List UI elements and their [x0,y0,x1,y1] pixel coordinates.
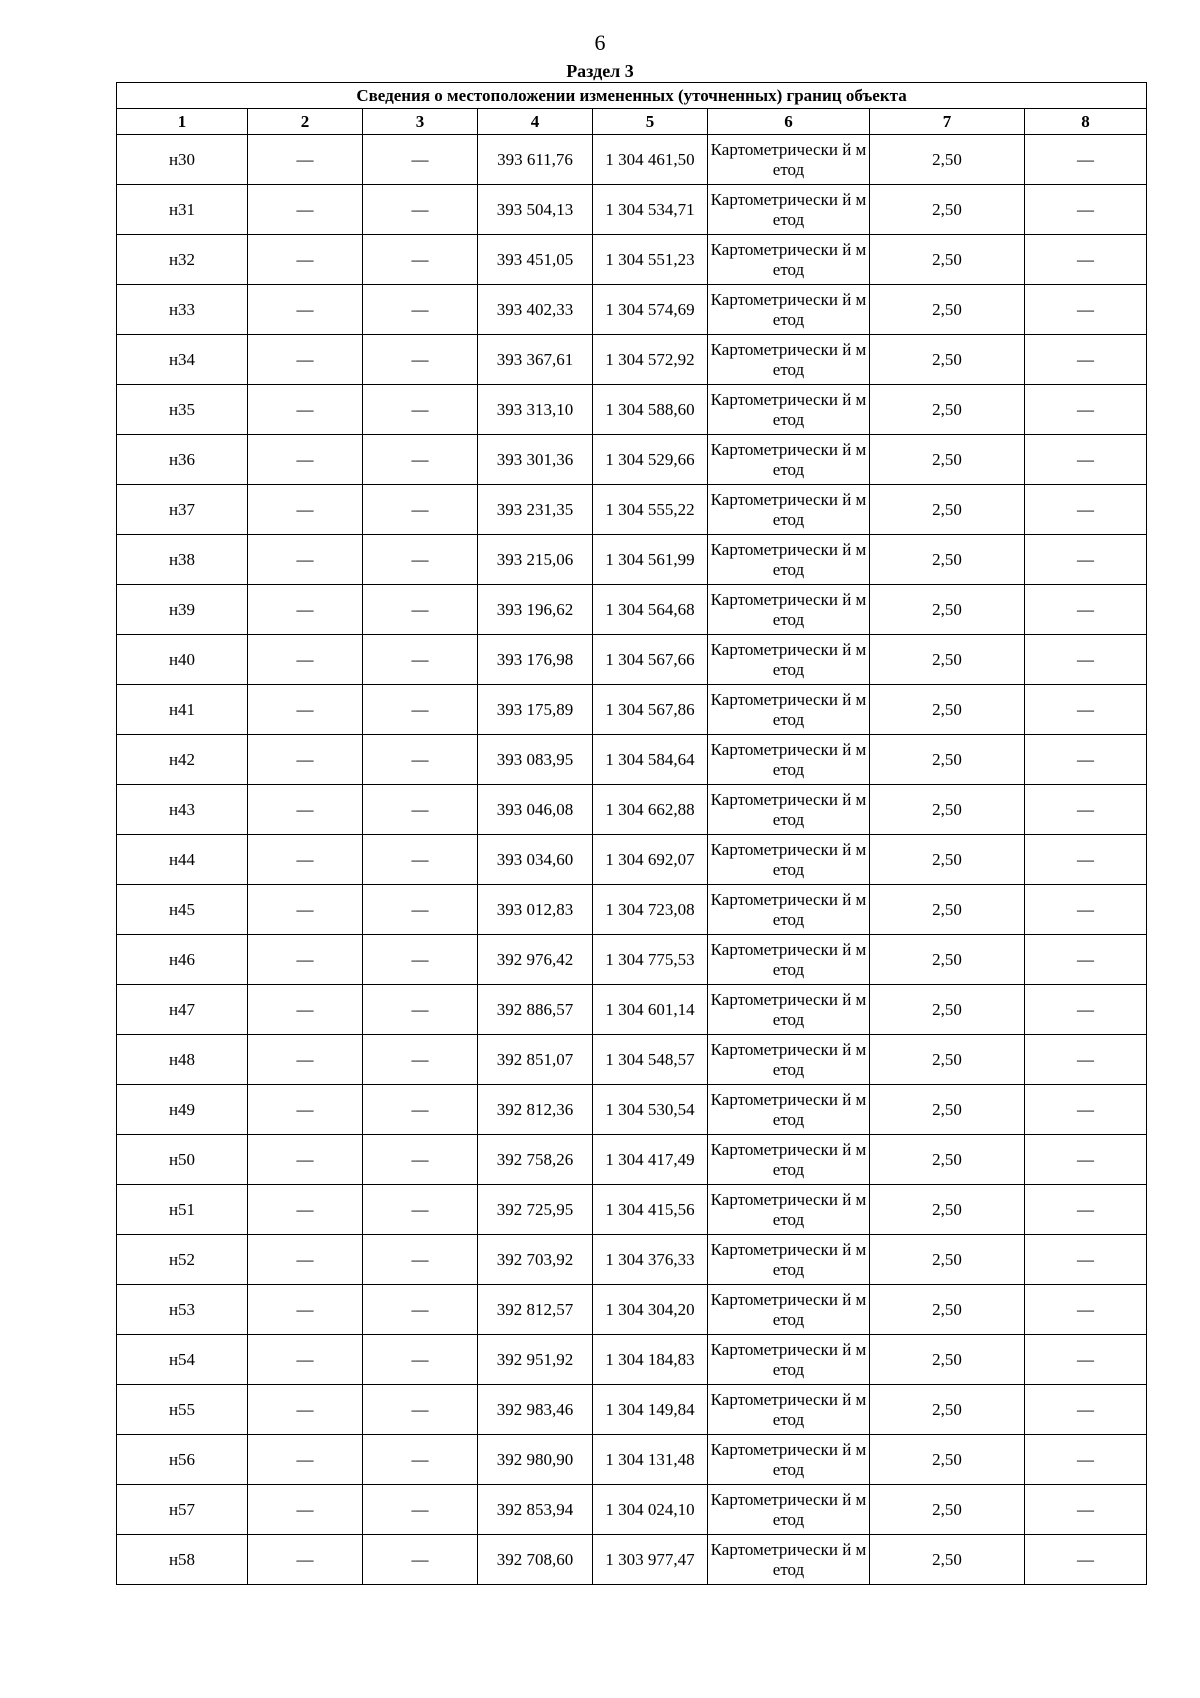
cell-col-2: — [248,1235,363,1285]
cell-coord-y: 1 304 304,20 [593,1285,708,1335]
table-row [117,885,1147,935]
cell-coord-x: 393 313,10 [478,385,593,435]
cell-coord-x: 393 451,05 [478,235,593,285]
table-row [117,1235,1147,1285]
cell-method: Картометрически й метод [708,485,870,535]
cell-col-2: — [248,1285,363,1335]
cell-point-name: н31 [117,185,248,235]
cell-col-2: — [248,135,363,185]
cell-accuracy: 2,50 [870,185,1025,235]
cell-method: Картометрически й метод [708,235,870,285]
table-row [117,1435,1147,1485]
cell-accuracy: 2,50 [870,1485,1025,1535]
cell-point-name: н48 [117,1035,248,1085]
cell-col-3: — [363,1285,478,1335]
cell-col-8: — [1025,635,1147,685]
cell-point-name: н50 [117,1135,248,1185]
cell-col-3: — [363,1535,478,1585]
column-header-8: 8 [1025,109,1147,135]
cell-col-8: — [1025,1485,1147,1535]
cell-accuracy: 2,50 [870,735,1025,785]
cell-method: Картометрически й метод [708,1185,870,1235]
table-row [117,435,1147,485]
cell-point-name: н51 [117,1185,248,1235]
cell-coord-y: 1 304 376,33 [593,1235,708,1285]
cell-method: Картометрически й метод [708,1235,870,1285]
cell-coord-y: 1 304 775,53 [593,935,708,985]
cell-coord-y: 1 304 564,68 [593,585,708,635]
cell-method: Картометрически й метод [708,285,870,335]
cell-col-3: — [363,635,478,685]
cell-col-8: — [1025,1135,1147,1185]
cell-col-2: — [248,1385,363,1435]
cell-point-name: н41 [117,685,248,735]
cell-col-8: — [1025,1285,1147,1335]
cell-col-2: — [248,235,363,285]
cell-coord-x: 393 611,76 [478,135,593,185]
cell-method: Картометрически й метод [708,185,870,235]
cell-col-2: — [248,535,363,585]
cell-col-2: — [248,685,363,735]
cell-col-3: — [363,135,478,185]
cell-col-2: — [248,1435,363,1485]
cell-col-3: — [363,385,478,435]
cell-col-3: — [363,235,478,285]
cell-col-2: — [248,1185,363,1235]
cell-col-3: — [363,1085,478,1135]
cell-coord-x: 393 402,33 [478,285,593,335]
table-row [117,385,1147,435]
cell-col-2: — [248,985,363,1035]
cell-accuracy: 2,50 [870,1335,1025,1385]
cell-col-2: — [248,1085,363,1135]
cell-coord-y: 1 304 692,07 [593,835,708,885]
cell-method: Картометрически й метод [708,985,870,1035]
cell-col-2: — [248,835,363,885]
cell-col-2: — [248,1335,363,1385]
cell-method: Картометрически й метод [708,385,870,435]
cell-method: Картометрически й метод [708,1485,870,1535]
cell-accuracy: 2,50 [870,1285,1025,1335]
cell-accuracy: 2,50 [870,1185,1025,1235]
cell-coord-x: 393 301,36 [478,435,593,485]
cell-col-3: — [363,1335,478,1385]
cell-coord-x: 393 034,60 [478,835,593,885]
cell-coord-y: 1 304 662,88 [593,785,708,835]
cell-coord-y: 1 304 723,08 [593,885,708,935]
cell-accuracy: 2,50 [870,885,1025,935]
cell-accuracy: 2,50 [870,1085,1025,1135]
cell-col-8: — [1025,285,1147,335]
cell-col-2: — [248,1485,363,1535]
cell-col-3: — [363,1035,478,1085]
cell-accuracy: 2,50 [870,1135,1025,1185]
cell-col-8: — [1025,435,1147,485]
cell-coord-y: 1 304 461,50 [593,135,708,185]
table-row [117,585,1147,635]
section-title: Раздел 3 [566,61,634,81]
column-header-3: 3 [363,109,478,135]
table-row [117,535,1147,585]
cell-coord-y: 1 304 534,71 [593,185,708,235]
cell-point-name: н55 [117,1385,248,1435]
column-header-4: 4 [478,109,593,135]
cell-coord-x: 392 976,42 [478,935,593,985]
table-row [117,135,1147,185]
cell-coord-y: 1 304 530,54 [593,1085,708,1135]
cell-coord-y: 1 304 184,83 [593,1335,708,1385]
cell-col-8: — [1025,1435,1147,1485]
cell-col-8: — [1025,685,1147,735]
cell-col-3: — [363,785,478,835]
cell-col-8: — [1025,1235,1147,1285]
cell-point-name: н40 [117,635,248,685]
cell-col-8: — [1025,735,1147,785]
cell-coord-x: 392 812,57 [478,1285,593,1335]
table-row [117,335,1147,385]
cell-coord-y: 1 304 551,23 [593,235,708,285]
cell-col-3: — [363,1135,478,1185]
cell-col-8: — [1025,835,1147,885]
cell-point-name: н43 [117,785,248,835]
cell-method: Картометрически й метод [708,735,870,785]
cell-accuracy: 2,50 [870,1385,1025,1435]
cell-method: Картометрически й метод [708,1535,870,1585]
table-header-row [117,109,1147,135]
cell-method: Картометрически й метод [708,885,870,935]
cell-coord-x: 393 175,89 [478,685,593,735]
cell-point-name: н45 [117,885,248,935]
cell-coord-y: 1 304 149,84 [593,1385,708,1435]
cell-method: Картометрически й метод [708,1335,870,1385]
cell-col-8: — [1025,485,1147,535]
table-row [117,935,1147,985]
cell-point-name: н49 [117,1085,248,1135]
cell-col-8: — [1025,985,1147,1035]
cell-coord-x: 392 886,57 [478,985,593,1035]
cell-point-name: н35 [117,385,248,435]
column-header-5: 5 [593,109,708,135]
boundary-table [116,82,1147,1585]
cell-accuracy: 2,50 [870,935,1025,985]
cell-method: Картометрически й метод [708,535,870,585]
cell-coord-x: 392 725,95 [478,1185,593,1235]
cell-coord-x: 393 367,61 [478,335,593,385]
cell-coord-x: 393 231,35 [478,485,593,535]
cell-coord-y: 1 304 601,14 [593,985,708,1035]
cell-col-2: — [248,935,363,985]
cell-coord-y: 1 304 024,10 [593,1485,708,1535]
cell-col-8: — [1025,1335,1147,1385]
cell-col-8: — [1025,535,1147,585]
column-header-1: 1 [117,109,248,135]
cell-col-2: — [248,185,363,235]
cell-accuracy: 2,50 [870,285,1025,335]
cell-col-3: — [363,335,478,385]
table-row [117,485,1147,535]
cell-coord-y: 1 304 561,99 [593,535,708,585]
cell-col-3: — [363,935,478,985]
cell-method: Картометрически й метод [708,335,870,385]
cell-coord-x: 392 951,92 [478,1335,593,1385]
cell-col-2: — [248,485,363,535]
cell-coord-y: 1 304 555,22 [593,485,708,535]
cell-accuracy: 2,50 [870,235,1025,285]
cell-col-3: — [363,985,478,1035]
cell-col-8: — [1025,135,1147,185]
cell-coord-x: 392 703,92 [478,1235,593,1285]
cell-method: Картометрически й метод [708,685,870,735]
cell-col-8: — [1025,1385,1147,1435]
column-header-7: 7 [870,109,1025,135]
table-caption: Сведения о местоположении измененных (уточненных) границ объекта [117,83,1147,109]
cell-col-2: — [248,735,363,785]
cell-col-2: — [248,335,363,385]
cell-accuracy: 2,50 [870,535,1025,585]
cell-coord-y: 1 303 977,47 [593,1535,708,1585]
cell-point-name: н46 [117,935,248,985]
cell-col-2: — [248,385,363,435]
table-row [117,835,1147,885]
cell-accuracy: 2,50 [870,635,1025,685]
cell-point-name: н42 [117,735,248,785]
cell-method: Картометрически й метод [708,435,870,485]
cell-method: Картометрически й метод [708,135,870,185]
cell-accuracy: 2,50 [870,1235,1025,1285]
cell-col-3: — [363,185,478,235]
cell-col-3: — [363,685,478,735]
cell-coord-x: 393 083,95 [478,735,593,785]
cell-accuracy: 2,50 [870,435,1025,485]
cell-method: Картометрически й метод [708,585,870,635]
cell-method: Картометрически й метод [708,1035,870,1085]
cell-coord-y: 1 304 567,66 [593,635,708,685]
table-row [117,1335,1147,1385]
cell-coord-x: 392 983,46 [478,1385,593,1435]
cell-col-8: — [1025,1535,1147,1585]
column-header-2: 2 [248,109,363,135]
cell-coord-y: 1 304 415,56 [593,1185,708,1235]
cell-point-name: н53 [117,1285,248,1335]
cell-method: Картометрически й метод [708,635,870,685]
cell-point-name: н54 [117,1335,248,1385]
cell-col-2: — [248,1535,363,1585]
table-row [117,785,1147,835]
cell-col-8: — [1025,235,1147,285]
cell-method: Картометрически й метод [708,1385,870,1435]
cell-point-name: н52 [117,1235,248,1285]
cell-col-3: — [363,585,478,635]
table-row [117,1135,1147,1185]
cell-coord-x: 393 504,13 [478,185,593,235]
cell-accuracy: 2,50 [870,585,1025,635]
cell-coord-x: 392 980,90 [478,1435,593,1485]
cell-col-3: — [363,885,478,935]
table-row [117,635,1147,685]
cell-coord-x: 393 196,62 [478,585,593,635]
cell-col-3: — [363,1235,478,1285]
cell-coord-x: 393 215,06 [478,535,593,585]
cell-col-2: — [248,585,363,635]
table-row [117,1385,1147,1435]
cell-coord-x: 393 176,98 [478,635,593,685]
cell-col-3: — [363,285,478,335]
cell-coord-y: 1 304 417,49 [593,1135,708,1185]
cell-accuracy: 2,50 [870,385,1025,435]
cell-col-3: — [363,435,478,485]
cell-col-8: — [1025,335,1147,385]
cell-coord-x: 392 812,36 [478,1085,593,1135]
cell-col-3: — [363,1435,478,1485]
cell-col-2: — [248,435,363,485]
cell-coord-y: 1 304 529,66 [593,435,708,485]
cell-coord-y: 1 304 548,57 [593,1035,708,1085]
table-row [117,685,1147,735]
cell-accuracy: 2,50 [870,1535,1025,1585]
cell-accuracy: 2,50 [870,1435,1025,1485]
cell-coord-x: 393 046,08 [478,785,593,835]
table-row [117,1285,1147,1335]
cell-col-2: — [248,1035,363,1085]
cell-col-8: — [1025,185,1147,235]
table-row [117,185,1147,235]
cell-accuracy: 2,50 [870,785,1025,835]
cell-point-name: н30 [117,135,248,185]
cell-point-name: н47 [117,985,248,1035]
cell-col-8: — [1025,1035,1147,1085]
cell-point-name: н33 [117,285,248,335]
cell-accuracy: 2,50 [870,1035,1025,1085]
table-row [117,1035,1147,1085]
cell-coord-y: 1 304 588,60 [593,385,708,435]
cell-col-2: — [248,1135,363,1185]
cell-accuracy: 2,50 [870,135,1025,185]
cell-col-3: — [363,1485,478,1535]
cell-col-2: — [248,285,363,335]
cell-point-name: н37 [117,485,248,535]
cell-accuracy: 2,50 [870,685,1025,735]
table-row [117,235,1147,285]
cell-point-name: н56 [117,1435,248,1485]
cell-coord-y: 1 304 131,48 [593,1435,708,1485]
cell-col-8: — [1025,1085,1147,1135]
table-caption-row [117,83,1147,109]
cell-point-name: н39 [117,585,248,635]
cell-method: Картометрически й метод [708,935,870,985]
cell-point-name: н32 [117,235,248,285]
cell-col-3: — [363,535,478,585]
cell-method: Картометрически й метод [708,785,870,835]
cell-coord-y: 1 304 574,69 [593,285,708,335]
cell-col-8: — [1025,935,1147,985]
table-row [117,1535,1147,1585]
cell-method: Картометрически й метод [708,1085,870,1135]
cell-col-8: — [1025,885,1147,935]
cell-col-3: — [363,1385,478,1435]
cell-point-name: н34 [117,335,248,385]
cell-point-name: н57 [117,1485,248,1535]
cell-coord-x: 392 708,60 [478,1535,593,1585]
cell-method: Картометрически й метод [708,1435,870,1485]
cell-col-3: — [363,1185,478,1235]
cell-coord-x: 392 758,26 [478,1135,593,1185]
cell-col-2: — [248,635,363,685]
table-row [117,1085,1147,1135]
cell-col-3: — [363,835,478,885]
cell-coord-x: 392 853,94 [478,1485,593,1535]
cell-coord-y: 1 304 567,86 [593,685,708,735]
table-row [117,1485,1147,1535]
cell-point-name: н58 [117,1535,248,1585]
table-row [117,1185,1147,1235]
cell-coord-x: 392 851,07 [478,1035,593,1085]
cell-coord-y: 1 304 572,92 [593,335,708,385]
column-header-6: 6 [708,109,870,135]
cell-accuracy: 2,50 [870,485,1025,535]
table-row [117,985,1147,1035]
cell-point-name: н44 [117,835,248,885]
table-row [117,735,1147,785]
cell-method: Картометрически й метод [708,1135,870,1185]
cell-accuracy: 2,50 [870,835,1025,885]
cell-col-8: — [1025,1185,1147,1235]
cell-col-2: — [248,785,363,835]
cell-col-3: — [363,485,478,535]
cell-method: Картометрически й метод [708,1285,870,1335]
cell-coord-y: 1 304 584,64 [593,735,708,785]
table-row [117,285,1147,335]
cell-accuracy: 2,50 [870,335,1025,385]
cell-col-8: — [1025,385,1147,435]
cell-point-name: н36 [117,435,248,485]
cell-col-8: — [1025,585,1147,635]
page-number: 6 [594,30,606,55]
cell-col-8: — [1025,785,1147,835]
cell-point-name: н38 [117,535,248,585]
cell-coord-x: 393 012,83 [478,885,593,935]
cell-method: Картометрически й метод [708,835,870,885]
cell-accuracy: 2,50 [870,985,1025,1035]
cell-col-3: — [363,735,478,785]
cell-col-2: — [248,885,363,935]
